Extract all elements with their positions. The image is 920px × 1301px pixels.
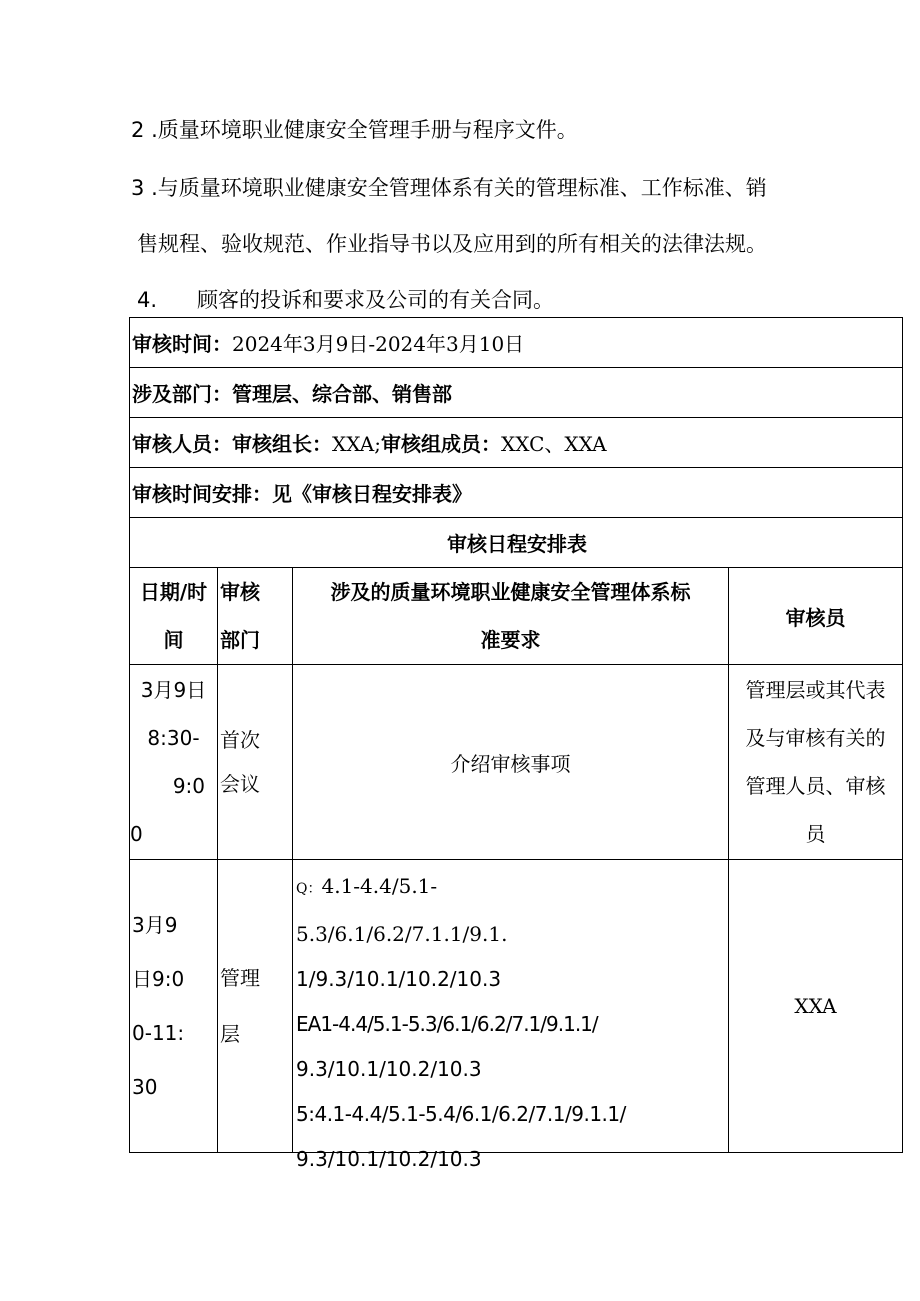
schedule-title: 审核日程安排表 <box>130 518 903 568</box>
date-line: 0 <box>130 822 143 846</box>
auditor-cell: XXA <box>729 860 903 1153</box>
auditor-line: 员 <box>805 822 826 846</box>
dept-line: 会议 <box>220 772 260 796</box>
table-row <box>130 665 903 860</box>
requirement-line: 9.3/10.1/10.2/10.3 <box>296 1057 482 1081</box>
date-line: 8:30- <box>147 726 200 750</box>
header-requirements <box>293 568 729 665</box>
requirement-line: 5.3/6.1/6.2/7.1.1/9.1. <box>296 922 508 946</box>
auditor-line: 管理层或其代表 <box>745 678 886 702</box>
list-item-3-continuation: 售规程、验收规范、作业指导书以及应用到的所有相关的法律法规。 <box>137 232 767 256</box>
date-line: 0-11: <box>132 1021 185 1045</box>
departments-row <box>130 368 903 418</box>
requirement-line: EA1-4.4/5.1-5.3/6.1/6.2/7.1/9.1.1/ <box>296 1012 598 1036</box>
list-item-2 <box>131 114 578 144</box>
requirement-cell <box>293 860 729 1171</box>
list-number: 3 <box>131 176 145 200</box>
list-item-3 <box>131 172 767 202</box>
schedule-ref-row <box>130 468 903 518</box>
list-text: 顾客的投诉和要求及公司的有关合同。 <box>197 288 554 312</box>
auditors-label: 审核人员：审核组长： <box>132 432 332 456</box>
table-row <box>130 860 903 1153</box>
list-number: 2 <box>131 118 145 142</box>
team-member-label: 审核组成员： <box>380 432 501 456</box>
header-date-line: 日期/时 <box>139 580 208 604</box>
auditors-row <box>130 418 903 468</box>
requirement-line: 1/9.3/10.1/10.2/10.3 <box>296 967 502 991</box>
date-line: 3月9 <box>132 913 178 937</box>
header-date-line: 间 <box>163 628 184 652</box>
audit-time-label: 审核时间： <box>132 332 232 356</box>
team-leader: XXA; <box>332 432 381 456</box>
date-line: 3月9日 <box>140 678 207 702</box>
schedule-ref-label: 审核时间安排：见《审核日程安排表》 <box>132 482 472 506</box>
requirement-line <box>296 864 728 912</box>
header-dept <box>218 568 293 665</box>
departments-value: 管理层、综合部、销售部 <box>232 382 452 406</box>
header-auditor: 审核员 <box>729 568 903 665</box>
dept-line: 层 <box>220 1022 240 1046</box>
list-number: 4. <box>137 288 158 312</box>
requirement-cell: 介绍审核事项 <box>293 665 729 860</box>
date-cell <box>130 860 218 1153</box>
date-line: 日9:0 <box>132 967 185 991</box>
date-line: 9:0 <box>172 774 205 798</box>
requirement-line: 9.3/10.1/10.2/10.3 <box>296 1147 482 1171</box>
dept-cell <box>218 860 293 1153</box>
auditor-line: 及与审核有关的 <box>745 726 886 750</box>
date-cell <box>130 665 218 860</box>
header-dept-line: 部门 <box>220 628 260 652</box>
dept-line: 首次 <box>220 728 260 752</box>
list-text: .质量环境职业健康安全管理手册与程序文件。 <box>151 118 578 142</box>
requirement-prefix: Q： <box>296 881 322 897</box>
header-date <box>130 568 218 665</box>
list-item-4 <box>137 284 554 314</box>
list-text: .与质量环境职业健康安全管理体系有关的管理标准、工作标准、销 <box>151 176 767 200</box>
header-req-line: 准要求 <box>480 628 541 652</box>
audit-time-row <box>130 318 903 368</box>
audit-table <box>129 317 903 1171</box>
date-line: 30 <box>132 1075 158 1099</box>
header-dept-line: 审核 <box>220 580 260 604</box>
audit-time-value: 2024年3月9日-2024年3月10日 <box>232 332 525 356</box>
dept-cell <box>218 665 293 860</box>
requirement-text: 4.1-4.4/5.1- <box>321 874 438 898</box>
auditor-cell <box>729 665 903 860</box>
requirement-line: 5:4.1-4.4/5.1-5.4/6.1/6.2/7.1/9.1.1/ <box>296 1102 626 1126</box>
dept-line: 管理 <box>220 966 260 990</box>
team-members: XXC、XXA <box>500 432 607 456</box>
header-req-line: 涉及的质量环境职业健康安全管理体系标 <box>330 580 691 604</box>
auditor-line: 管理人员、审核 <box>745 774 886 798</box>
departments-label: 涉及部门： <box>132 382 232 406</box>
